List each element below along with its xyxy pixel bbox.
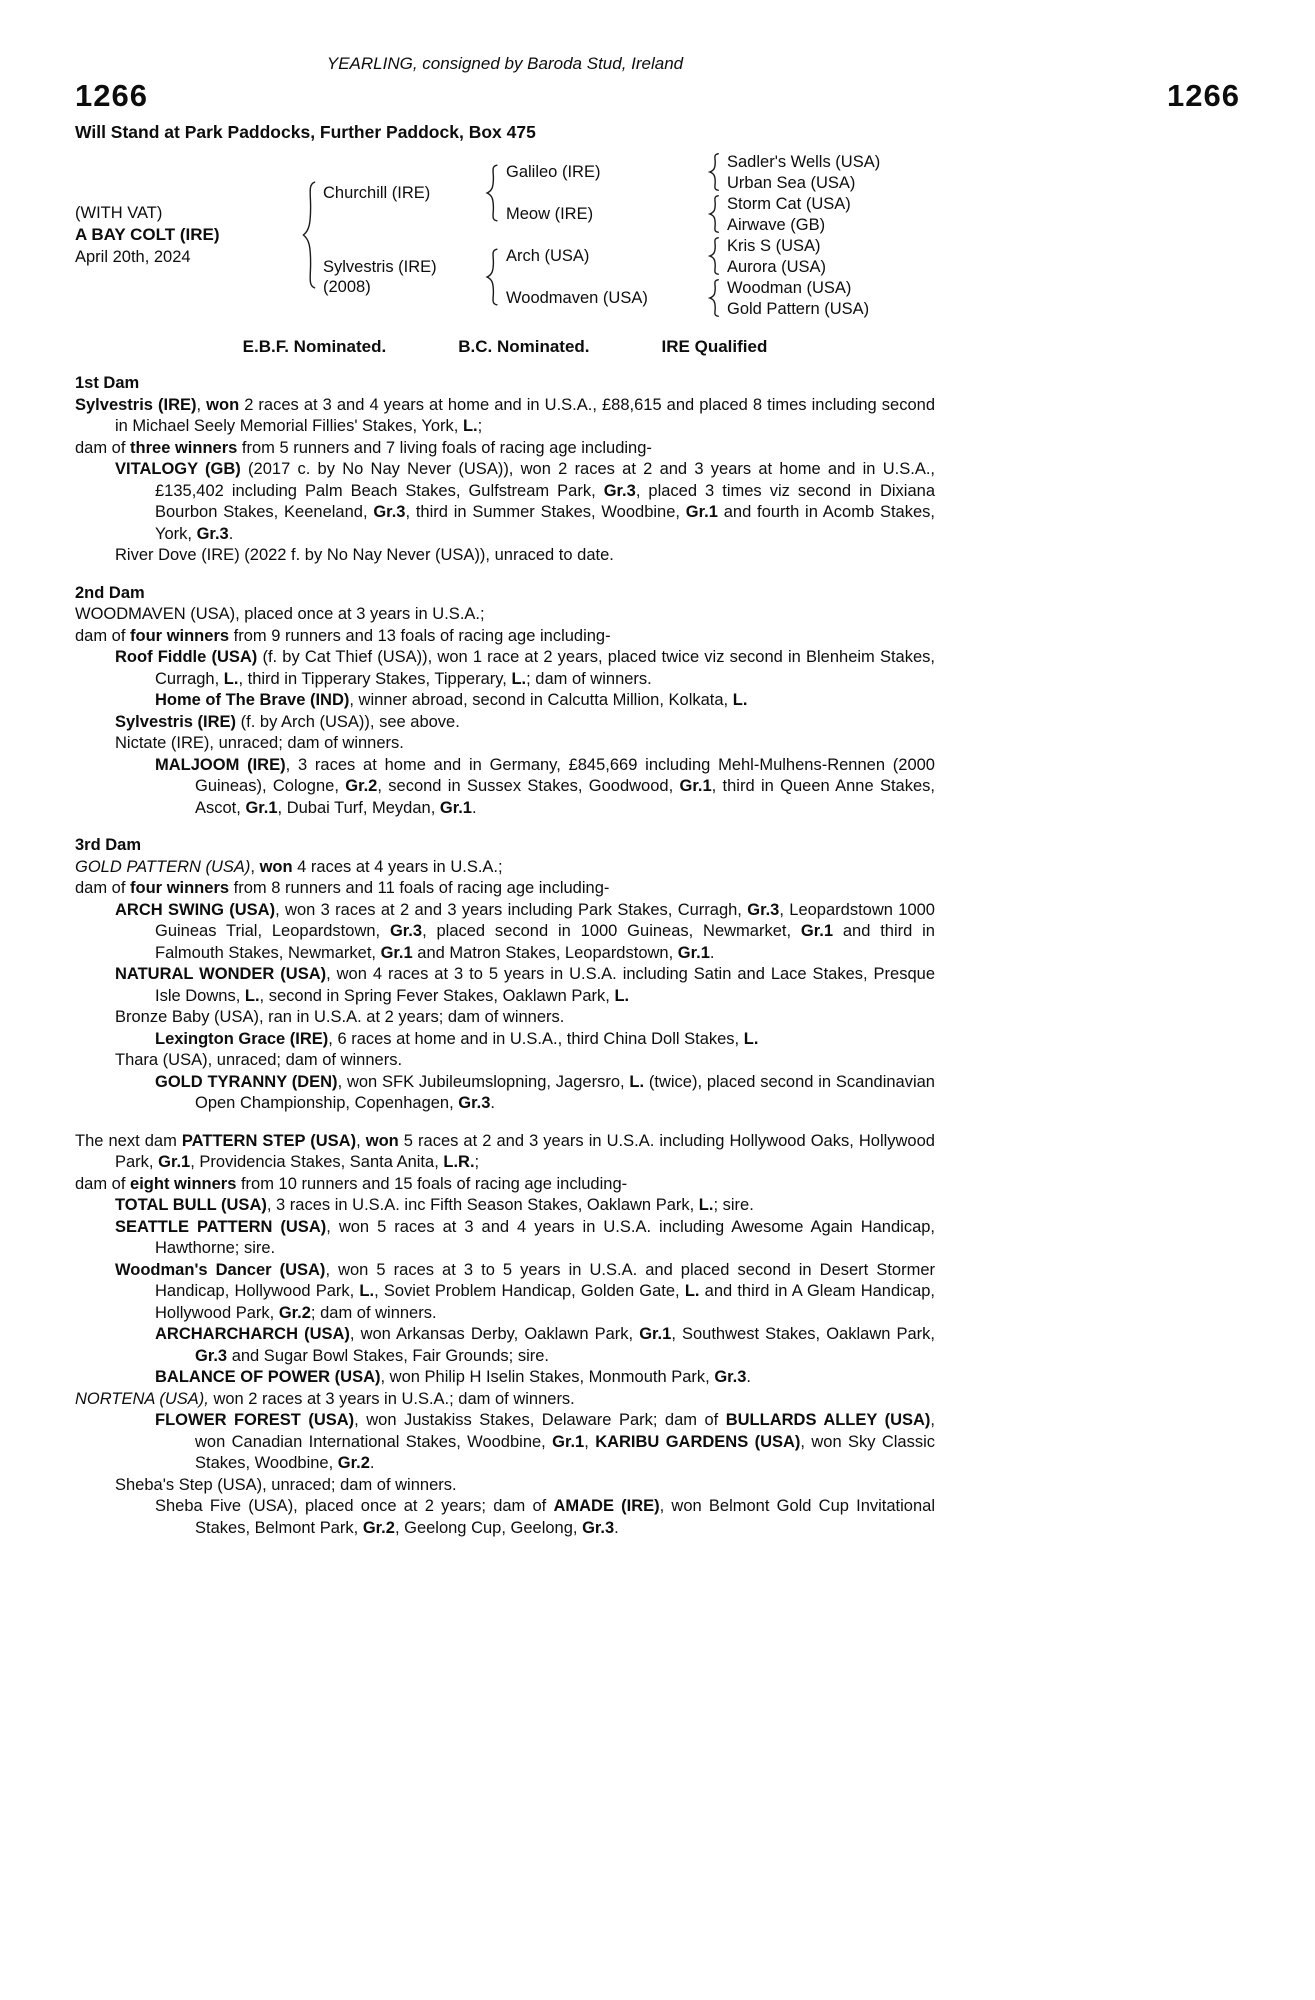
text-run: Sheba Five (USA), placed once at 2 years; dam of: [155, 1497, 554, 1515]
dam-section: [75, 1131, 935, 1540]
text-run: Home of The Brave (IND): [155, 691, 350, 709]
text-run: 4 races at 4 years in U.S.A.;: [292, 857, 503, 876]
text-run: , Southwest Stakes, Oaklawn Park,: [671, 1325, 936, 1343]
text-run: Roof Fiddle (USA): [115, 648, 258, 666]
text-run: ; dam of winners.: [310, 1303, 437, 1322]
text-run: Gr.1: [245, 798, 278, 817]
text-run: Gr.3: [582, 1518, 615, 1537]
text-run: MALJOOM (IRE): [155, 755, 286, 774]
text-run: NORTENA (USA),: [75, 1389, 209, 1408]
text-run: and fourth in Acomb Stakes, York,: [155, 503, 935, 543]
pedigree-table: [75, 151, 935, 319]
brace-icon: [485, 164, 499, 222]
text-run: , 6 races at home and in U.S.A., third China Doll Stakes,: [328, 1029, 744, 1048]
brace-icon: [708, 195, 720, 233]
text-run: won 2 races at 3 years in U.S.A.; dam of winners.: [208, 1389, 575, 1408]
text-run: Woodman's Dancer (USA): [115, 1260, 326, 1279]
pedigree-paragraph: [75, 1389, 935, 1411]
text-run: Gr.3: [458, 1094, 491, 1112]
text-run: (f. by Cat Thief (USA)), won 1 race at 2 years, placed twice viz second in Blenheim Stakes, Curragh,: [155, 648, 935, 688]
text-run: , won 3 races at 2 and 3 years including Park Stakes, Curragh,: [275, 900, 748, 919]
text-run: , third in Summer Stakes, Woodbine,: [405, 503, 686, 521]
text-run: dam of: [75, 1174, 131, 1193]
pedigree-sire-sire: Galileo (IRE): [506, 163, 601, 181]
text-run: .: [228, 524, 234, 543]
pedigree-ggp-8: Gold Pattern (USA): [727, 299, 870, 318]
text-run: Bronze Baby (USA), ran in U.S.A. at 2 years; dam of winners.: [115, 1008, 565, 1026]
text-run: (2017 c. by No Nay Never (USA)), won 2 races at 2 and 3 years at home and in U.S.A., £135,402 including Palm Beach Stakes, Gulfstream Park,: [155, 460, 935, 500]
pedigree-sire-dam: Meow (IRE): [506, 205, 594, 223]
text-run: L.: [684, 1282, 700, 1300]
text-run: ,: [196, 395, 207, 414]
pedigree-paragraph: [75, 1217, 935, 1260]
text-run: 5 races at 2 and 3 years in U.S.A. including Hollywood Oaks, Hollywood Park,: [115, 1131, 935, 1171]
text-run: , third in Tipperary Stakes, Tipperary,: [238, 669, 512, 688]
pedigree-paragraph: [75, 1174, 935, 1196]
text-run: and Matron Stakes, Leopardstown,: [412, 943, 678, 962]
lot-number-row: [75, 78, 1240, 114]
pedigree-ggp-3: Storm Cat (USA): [727, 194, 851, 213]
text-run: 2 races at 3 and 4 years at home and in U.S.A., £88,615 and placed 8 times including second in Michael Seely Memorial Fillies' Stakes, York,: [115, 395, 935, 435]
text-run: dam of: [75, 438, 131, 457]
text-run: L.: [732, 691, 748, 709]
pedigree-paragraph: [75, 878, 935, 900]
text-run: , second in Spring Fever Stakes, Oaklawn Park,: [259, 986, 615, 1005]
text-run: L.: [614, 986, 630, 1005]
text-run: TOTAL BULL (USA): [115, 1196, 267, 1214]
text-run: from 9 runners and 13 foals of racing age including-: [229, 626, 611, 645]
text-run: Gr.3: [196, 524, 229, 543]
pedigree-paragraph: [75, 857, 935, 879]
dam-section: [75, 835, 935, 1115]
nominations-row: [75, 337, 935, 357]
pedigree-paragraph: [75, 1324, 935, 1367]
brace-icon: [708, 153, 720, 191]
text-run: three winners: [130, 438, 238, 457]
pedigree-paragraph: [75, 1131, 935, 1174]
pedigree-brace-gp1: [701, 151, 727, 193]
text-run: ;: [477, 417, 483, 435]
text-run: four winners: [130, 626, 230, 645]
text-run: Gr.2: [278, 1303, 311, 1322]
text-run: Gr.1: [158, 1153, 191, 1171]
text-run: Gr.2: [345, 777, 378, 795]
text-run: , won Canadian International Stakes, Woodbine,: [195, 1411, 935, 1451]
text-run: , placed second in 1000 Guineas, Newmarket,: [422, 922, 801, 940]
pedigree-brace-gp3: [701, 235, 727, 277]
pedigree-paragraph: [75, 604, 935, 626]
text-run: , placed 3 times viz second in Dixiana Bourbon Stakes, Keeneland,: [155, 481, 935, 521]
text-run: Lexington Grace (IRE): [155, 1029, 329, 1048]
pedigree-paragraph: [75, 626, 935, 648]
text-run: (f. by Arch (USA)), see above.: [236, 712, 460, 731]
ire-qualified-label: IRE Qualified: [661, 337, 768, 356]
pedigree-paragraph: [75, 900, 935, 965]
stand-location-line: Will Stand at Park Paddocks, Further Paddock, Box 475: [75, 122, 536, 142]
dam-section: [75, 583, 935, 820]
text-run: , Leopardstown 1000 Guineas Trial, Leopardstown,: [155, 900, 935, 940]
text-run: .: [369, 1454, 375, 1472]
text-run: VITALOGY (GB): [115, 460, 241, 478]
pedigree-dam: [323, 235, 478, 319]
colt-name: A BAY COLT (IRE): [75, 225, 220, 244]
pedigree-paragraph: [75, 712, 935, 734]
text-run: , 3 races at home and in Germany, £845,669 including Mehl-Mulhens-Rennen (2000 Guineas), Cologne,: [195, 755, 935, 795]
text-run: four winners: [130, 879, 230, 897]
text-run: WOODMAVEN (USA), placed once at 3 years in U.S.A.;: [75, 605, 485, 623]
pedigree-ggp-2: Urban Sea (USA): [727, 173, 856, 192]
text-run: dam of: [75, 626, 131, 645]
text-run: BULLARDS ALLEY (USA): [725, 1411, 931, 1429]
text-run: ; dam of winners.: [526, 669, 652, 688]
text-run: Gr.1: [685, 503, 718, 521]
text-run: GOLD PATTERN (USA): [75, 857, 251, 876]
text-run: , 3 races in U.S.A. inc Fifth Season Stakes, Oaklawn Park,: [266, 1196, 699, 1214]
pedigree-paragraph: [75, 1496, 935, 1539]
pedigree-ggp-4: Airwave (GB): [727, 215, 826, 234]
text-run: GOLD TYRANNY (DEN): [155, 1072, 338, 1091]
text-run: River Dove (IRE) (2022 f. by No Nay Never (USA)), unraced to date.: [115, 546, 614, 564]
text-run: , won SFK Jubileumslopning, Jagersro,: [337, 1072, 630, 1091]
brace-icon: [301, 180, 317, 290]
text-run: L.: [462, 417, 478, 435]
text-run: Nictate (IRE), unraced; dam of winners.: [115, 734, 404, 752]
text-run: won: [259, 857, 293, 876]
text-run: L.: [511, 669, 527, 688]
pedigree-sire: Churchill (IRE): [323, 184, 431, 202]
colt-info-block: [75, 151, 295, 319]
text-run: L.: [223, 669, 239, 688]
text-run: Sylvestris (IRE): [75, 395, 197, 414]
dam-section-heading: 3rd Dam: [75, 836, 142, 854]
pedigree-paragraph: [75, 1007, 935, 1029]
text-run: The next dam: [75, 1131, 182, 1150]
pedigree-brace-main: [295, 151, 323, 319]
pedigree-paragraph: [75, 1195, 935, 1217]
text-run: , won 5 races at 3 to 5 years in U.S.A. and placed second in Desert Stormer Handicap, Hollywood Park,: [155, 1260, 935, 1300]
text-run: Gr.3: [603, 481, 636, 500]
pedigree-dam-dam: Woodmaven (USA): [506, 289, 648, 307]
pedigree-paragraph: [75, 545, 935, 567]
pedigree-brace-dam: [478, 235, 506, 319]
text-run: Gr.1: [639, 1325, 672, 1343]
vat-note: (WITH VAT): [75, 204, 163, 222]
text-run: Gr.1: [552, 1432, 585, 1451]
brace-icon: [708, 237, 720, 275]
text-run: ,: [250, 857, 260, 876]
pedigree-dam-year: (2008): [323, 278, 371, 296]
text-run: Gr.1: [800, 922, 834, 940]
text-run: from 8 runners and 11 foals of racing age including-: [229, 879, 610, 897]
text-run: , Soviet Problem Handicap, Golden Gate,: [374, 1282, 685, 1300]
pedigree-paragraph: [75, 1260, 935, 1325]
text-run: Gr.3: [747, 900, 780, 919]
dam-section: [75, 373, 935, 567]
text-run: ,: [584, 1432, 596, 1451]
text-run: , won Belmont Gold Cup Invitational Stakes, Belmont Park,: [195, 1497, 935, 1537]
pedigree-brace-sire: [478, 151, 506, 235]
text-run: .: [614, 1518, 619, 1537]
text-run: , winner abroad, second in Calcutta Million, Kolkata,: [349, 691, 733, 709]
ebf-nominated-label: E.B.F. Nominated.: [242, 337, 387, 356]
text-run: L.: [743, 1029, 759, 1048]
pedigree-paragraph: [75, 964, 935, 1007]
pedigree-brace-gp2: [701, 193, 727, 235]
colt-foaling-date: April 20th, 2024: [75, 248, 191, 266]
text-run: .: [490, 1094, 495, 1112]
text-run: , won Justakiss Stakes, Delaware Park; dam of: [354, 1411, 726, 1429]
text-run: , third in Queen Anne Stakes, Ascot,: [195, 777, 935, 817]
text-run: ; sire.: [713, 1196, 754, 1214]
text-run: L.: [698, 1196, 714, 1214]
text-run: ARCHARCHARCH (USA): [155, 1325, 350, 1343]
pedigree-paragraph: [75, 1072, 935, 1115]
text-run: , won 5 races at 3 and 4 years in U.S.A. including Awesome Again Handicap, Hawthorne; sire.: [155, 1217, 936, 1257]
text-run: SEATTLE PATTERN (USA): [115, 1217, 327, 1236]
text-run: Sylvestris (IRE): [115, 712, 237, 731]
pedigree-paragraph: [75, 755, 935, 820]
brace-icon: [708, 279, 720, 317]
pedigree-paragraph: [75, 1475, 935, 1497]
text-run: Gr.1: [679, 777, 712, 795]
text-run: Sheba's Step (USA), unraced; dam of winners.: [115, 1475, 457, 1494]
text-run: , won 4 races at 3 to 5 years in U.S.A. including Satin and Lace Stakes, Presque Isle Downs,: [155, 965, 935, 1005]
pedigree-ggp-1: Sadler's Wells (USA): [727, 152, 881, 171]
text-run: BALANCE OF POWER (USA): [155, 1368, 381, 1386]
text-run: L.: [359, 1282, 375, 1300]
pedigree-paragraph: [75, 733, 935, 755]
text-run: , Providencia Stakes, Santa Anita,: [190, 1153, 444, 1171]
text-run: ARCH SWING (USA): [115, 900, 276, 919]
text-run: , Dubai Turf, Meydan,: [277, 798, 440, 817]
pedigree-ggp-7: Woodman (USA): [727, 278, 852, 297]
text-run: Gr.3: [714, 1368, 747, 1386]
text-run: Gr.1: [380, 943, 413, 962]
brace-icon: [485, 248, 499, 306]
text-run: Gr.3: [195, 1346, 228, 1365]
pedigree-paragraph: [75, 438, 935, 460]
text-run: AMADE (IRE): [553, 1497, 660, 1515]
text-run: .: [746, 1368, 752, 1386]
text-run: won: [206, 395, 240, 414]
text-run: Gr.1: [677, 943, 710, 962]
pedigree-paragraph: [75, 690, 935, 712]
text-run: eight winners: [130, 1174, 237, 1193]
text-run: , Geelong Cup, Geelong,: [394, 1518, 583, 1537]
consignor-line: YEARLING, consigned by Baroda Stud, Ireland: [326, 54, 684, 73]
text-run: Thara (USA), unraced; dam of winners.: [115, 1051, 403, 1069]
text-run: (twice), placed second in Scandinavian Open Championship, Copenhagen,: [195, 1072, 935, 1112]
text-run: and third in Falmouth Stakes, Newmarket,: [155, 922, 935, 962]
text-run: Gr.3: [389, 922, 423, 940]
pedigree-paragraph: [75, 395, 935, 438]
text-run: PATTERN STEP (USA): [181, 1131, 357, 1150]
text-run: .: [471, 798, 477, 817]
text-run: KARIBU GARDENS (USA): [595, 1432, 801, 1451]
pedigree-paragraph: [75, 1410, 935, 1475]
dam-section-heading: 1st Dam: [75, 374, 140, 392]
pedigree-paragraph: [75, 459, 935, 545]
text-run: won: [365, 1131, 399, 1150]
lot-number-left: 1266: [75, 78, 148, 113]
text-run: ;: [474, 1153, 480, 1171]
text-run: L.: [244, 986, 260, 1005]
pedigree-paragraph: [75, 647, 935, 690]
lot-number-right: 1266: [1167, 78, 1240, 113]
text-run: Gr.2: [337, 1454, 370, 1472]
text-run: from 10 runners and 15 foals of racing age including-: [236, 1174, 628, 1193]
catalog-text: [75, 373, 935, 1539]
pedigree-ggp-5: Kris S (USA): [727, 236, 821, 255]
pedigree-paragraph: [75, 1367, 935, 1389]
text-run: Gr.1: [439, 798, 472, 817]
text-run: .: [709, 943, 715, 962]
text-run: , won Sky Classic Stakes, Woodbine,: [195, 1432, 936, 1472]
dam-section-heading: 2nd Dam: [75, 583, 145, 602]
text-run: ,: [356, 1131, 366, 1150]
text-run: FLOWER FOREST (USA): [155, 1411, 355, 1429]
pedigree-brace-gp4: [701, 277, 727, 319]
text-run: Gr.3: [373, 503, 406, 521]
text-run: L.: [629, 1072, 645, 1091]
text-run: from 5 runners and 7 living foals of racing age including-: [237, 438, 652, 457]
text-run: dam of: [75, 879, 131, 897]
pedigree-paragraph: [75, 1029, 935, 1051]
text-run: , second in Sussex Stakes, Goodwood,: [377, 777, 680, 795]
text-run: NATURAL WONDER (USA): [115, 965, 327, 983]
pedigree-paragraph: [75, 1050, 935, 1072]
pedigree-ggp-6: Aurora (USA): [727, 257, 827, 276]
text-run: and Sugar Bowl Stakes, Fair Grounds; sire.: [227, 1346, 550, 1365]
text-run: L.R.: [443, 1153, 475, 1171]
text-run: Gr.2: [362, 1518, 395, 1537]
pedigree-dam-name: Sylvestris (IRE): [323, 258, 437, 276]
text-run: , won Arkansas Derby, Oaklawn Park,: [349, 1325, 640, 1343]
text-run: , won Philip H Iselin Stakes, Monmouth Park,: [380, 1368, 715, 1386]
pedigree-dam-sire: Arch (USA): [506, 247, 590, 265]
bc-nominated-label: B.C. Nominated.: [458, 337, 590, 356]
text-run: and third in A Gleam Handicap, Hollywood Park,: [155, 1282, 936, 1322]
